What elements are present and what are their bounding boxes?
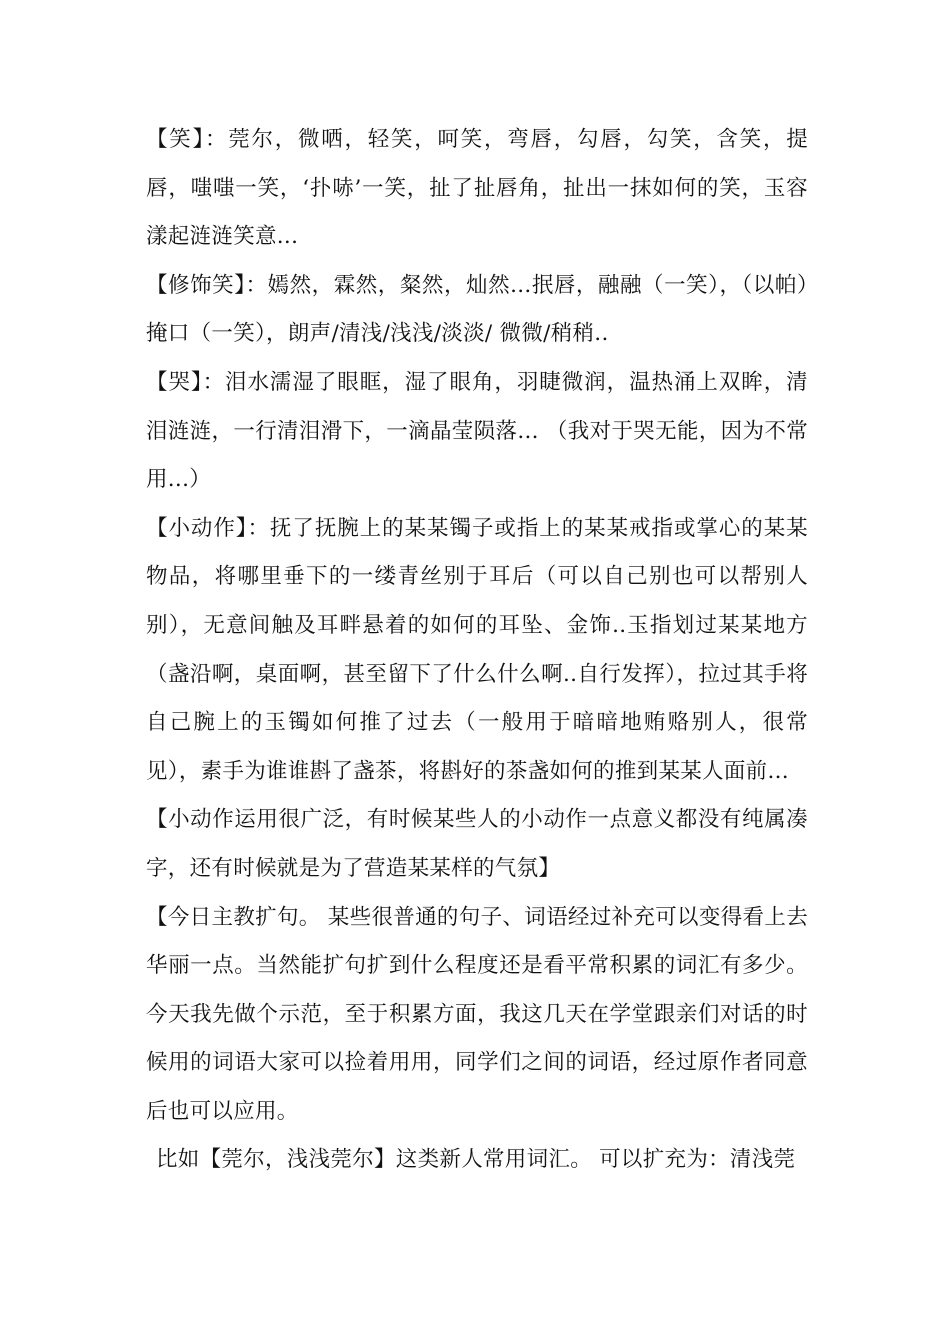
paragraph-example: 比如【莞尔，浅浅莞尔】这类新人常用词汇。 可以扩充为：清浅莞 bbox=[156, 1147, 796, 1173]
paragraph-small-actions-note: 【小动作运用很广泛，有时候某些人的小动作一点意义都没有纯属凑字，还有时候就是为了营造某某样的气氛】 bbox=[146, 807, 808, 881]
paragraph-expansion-lesson: 【今日主教扩句。 某些很普通的句子、词语经过补充可以变得看上去华丽一点。当然能扩句扩到什么程度还是看平常积累的词汇有多少。今天我先做个示范，至于积累方面，我这几天在学堂跟亲们对话的时候用的词语大家可以捡着用用，同学们之间的词语，经过原作者同意后也可以应用。 bbox=[146, 904, 808, 1124]
document-body bbox=[146, 116, 808, 1185]
paragraph-laugh: 【笑】：莞尔，微哂，轻笑，呵笑，弯唇，勾唇，勾笑，含笑，提唇，嗤嗤一笑，‘扑哧’一笑，扯了扯唇角，扯出一抹如何的笑，玉容漾起涟涟笑意... bbox=[146, 127, 808, 250]
paragraph-cry: 【哭】：泪水濡湿了眼眶，湿了眼角，羽睫微润，温热涌上双眸，清泪涟涟，一行清泪滑下，一滴晶莹陨落... （我对于哭无能，因为不常用...） bbox=[146, 369, 808, 493]
paragraph-small-actions: 【小动作】：抚了抚腕上的某某镯子或指上的某某戒指或掌心的某某物品，将哪里垂下的一缕青丝别于耳后（可以自己别也可以帮别人别），无意间触及耳畔悬着的如何的耳坠、金饰..玉指划过某某地方（盏沿啊，桌面啊，甚至留下了什么什么啊..自行发挥），拉过其手将自己腕上的玉镯如何推了过去（一般用于暗暗地贿赂别人，很常见），素手为谁谁斟了盏茶，将斟好的茶盏如何的推到某某人面前... bbox=[146, 515, 808, 784]
paragraph-laugh-modifiers: 【修饰笑】：嫣然，霖然，粲然，灿然...抿唇，融融（一笑），（以帕）掩口（一笑），朗声/清浅/浅浅/淡淡/ 微微/稍稍.. bbox=[146, 272, 808, 347]
